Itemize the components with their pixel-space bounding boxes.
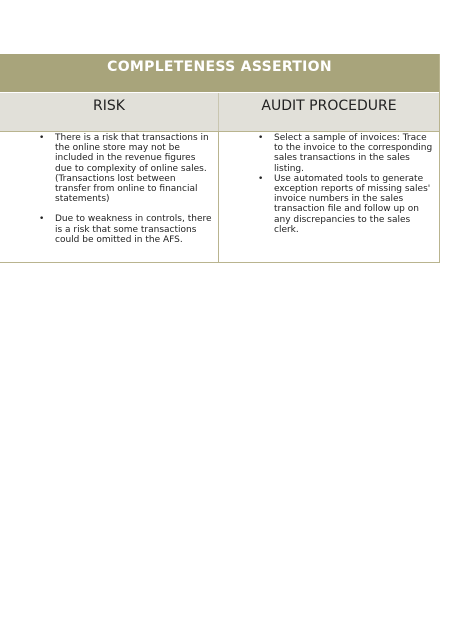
completeness-assertion-table: [0, 54, 440, 263]
table-body-row: [0, 131, 439, 262]
risk-item-text: There is a risk that transactions in the online store may not be included in the revenue figures due to complexity of online sales. (Transactions lost between transfer from online to financial statements): [55, 133, 209, 205]
audit-procedure-header: AUDIT PROCEDURE: [261, 98, 397, 114]
table-title: COMPLETENESS ASSERTION: [0, 54, 439, 92]
procedure-item: [258, 173, 437, 235]
bullet-icon: •: [39, 133, 45, 143]
table-header-row: [0, 92, 439, 131]
risk-cell: [0, 132, 219, 262]
procedure-item-text: Use automated tools to generate exception reports of missing sales' invoice numbers in the sales transaction file and follow up on any discrepancies to the sales clerk.: [274, 173, 431, 235]
risk-header: RISK: [0, 93, 219, 131]
procedure-item: [258, 133, 437, 174]
procedure-item-text: Select a sample of invoices: Trace to the invoice to the corresponding sales transactions in the sales listing.: [274, 133, 433, 174]
bullet-icon: •: [39, 214, 45, 225]
risk-item: [39, 133, 212, 205]
bullet-icon: •: [258, 133, 264, 143]
risk-item: [39, 214, 212, 245]
audit-procedure-cell: [219, 132, 439, 262]
bullet-icon: •: [258, 173, 264, 184]
risk-item-text: Due to weakness in controls, there is a risk that some transactions could be omitted in the AFS.: [55, 214, 212, 245]
